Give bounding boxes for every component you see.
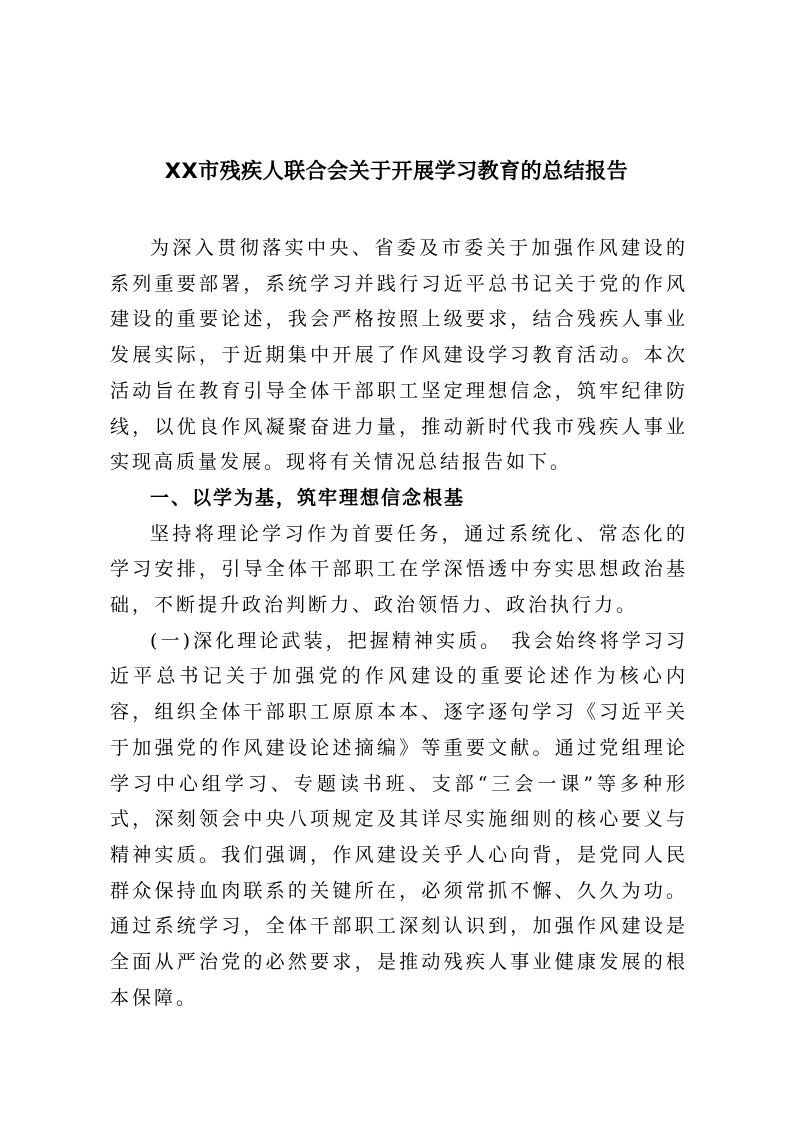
document-title: XX市残疾人联合会关于开展学习教育的总结报告: [164, 159, 629, 183]
section-heading-1: 一、以学为基，筑牢理想信念根基: [150, 486, 466, 509]
document-body: [110, 231, 688, 1016]
subsection-1-paragraph: (一)深化理论武装，把握精神实质。 我会始终将学习习近平总书记关于加强党的作风建设的重要论述作为核心内容，组织全体干部职工原原本本、逐字逐句学习《习近平关于加强党的作风建设论述摘编》等重要文献。通过党组理论学习中心组学习、专题读书班、支部“三会一课”等多种形式，深刻领会中央八项规定及其详尽实施细则的核心要义与精神实质。我们强调，作风建设关乎人心向背，是党同人民群众保持血肉联系的关键所在，必须常抓不懈、久久为功。通过系统学习，全体干部职工深刻认识到，加强作风建设是全面从严治党的必然要求，是推动残疾人事业健康发展的根本保障。: [110, 629, 688, 1009]
section-1-paragraph: 坚持将理论学习作为首要任务，通过系统化、常态化的学习安排，引导全体干部职工在学深悟透中夯实思想政治基础，不断提升政治判断力、政治领悟力、政治执行力。: [110, 522, 688, 617]
intro-paragraph: 为深入贯彻落实中央、省委及市委关于加强作风建设的系列重要部署，系统学习并践行习近平总书记关于党的作风建设的重要论述，我会严格按照上级要求，结合残疾人事业发展实际，于近期集中开展了作风建设学习教育活动。本次活动旨在教育引导全体干部职工坚定理想信念，筑牢纪律防线，以优良作风凝聚奋进力量，推动新时代我市残疾人事业实现高质量发展。现将有关情况总结报告如下。: [110, 237, 688, 474]
